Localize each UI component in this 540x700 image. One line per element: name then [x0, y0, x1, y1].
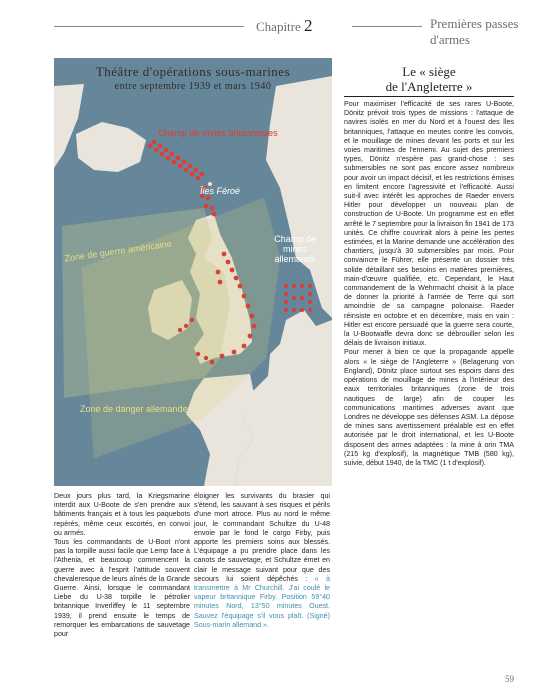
- operations-map: [54, 58, 332, 486]
- sidebar-title-line1: Le « siège: [402, 64, 456, 79]
- chapter-label: [256, 16, 313, 36]
- chapter-number: 2: [304, 16, 313, 35]
- radio-message: « à transmettre à Mr Churchill. J'ai coulé le vapeur britannique Firby. Position 59°40 minutes Nord, 13°50 minutes Ouest. Sauvez l'équipage s'il vous plaît. (Signé) Sous-marin allemand ».: [194, 574, 330, 629]
- label-iles-feroe: Îles Féroé: [200, 186, 241, 196]
- map-title-line2: entre septembre 1939 et mars 1940: [114, 81, 272, 92]
- sidebar-body: [344, 100, 514, 468]
- sidebar-paragraph-1: Pour maximiser l'efficacité de ses rares U-Boote, Dönitz prévoit trois types de missions : l'attaque de navires isolés en mer du Nord et à l'ouest des îles britanniques, l'attaque en meutes contre les convois, et le mouillage de mines devant les ports et sur les voies maritimes de l'ennemi. Au sujet des premiers types, Dönitz n'espère pas grand-chose : ses submersibles ne sont pas encore assez nombreux pour avoir un impact décisif, et les restrictions émises en limitent encore l'agressivité et l'efficacité. Aussi suit-il avec intérêt les approches de Raeder envers Hitler pour développer un nouveau plan de construction de U-Boote. Un programme est en effet arrêté le 7 septembre pour la livraison fin 1941 de 173 unités. Ce chiffre couvrirait alors à peine les pertes estimées, et la Marine demande une accélération des chantiers, jusqu'à 30 submersibles par mois. Pour convaincre le Führer, elle présente un dossier très solide détaillant ses besoins en matières premières, main-d'œuvre qualifiée, etc. Cependant, le Haut commandement de la Wehrmacht choisit à la place de donner la priorité à l'armée de Terre qui sort amoindrie de sa campagne polonaise. Raeder réinsiste en octobre et en décembre, mais en vain : Hitler est encore persuadé que la guerre sera courte, la U-Bootwaffe devra donc se débrouiller selon les délais de livraison initiaux.: [344, 100, 514, 348]
- body-paragraph-1: Deux jours plus tard, la Kriegsmarine interdit aux U-Boote de s'en prendre aux bâtiments français et à tous les paquebots repérés, même ceux escortés, en convoi ou armés.: [54, 492, 190, 537]
- body-column-2: [194, 492, 330, 630]
- body-paragraph-2: Tous les commandants de U-Boot n'ont pas la torpille aussi facile que Lemp face à l'Athenia, et beaucoup commencent la guerre avec à l'esprit l'attitude souvent chevaleresque de leurs aînés de la Grande Guerre. Ainsi, lorsque le commandant Liebe du U-38 torpille le pétrolier britannique Inverliffey le 11 septembre 1939, il prend ensuite le temps de remorquer les embarcations de sauvetage pour: [54, 538, 190, 639]
- body-column-1: [54, 492, 190, 639]
- chapter-word: Chapitre: [256, 19, 301, 34]
- body-paragraph-3: [194, 492, 330, 630]
- sidebar-paragraph-2: Pour mener à bien ce que la propagande appelle alors « le siège de l'Angleterre » (Belagerung von England), Dönitz place surtout ses espoirs dans des opérations de mouillage de mines à l'intérieur des eaux territoriales britanniques (zone de trois nautiques de large) afin de couper les communications maritimes adverses avant que Londres ne développe ses défenses ASM. La dépose de mines sans avertissement préalable est en effet autorisée par le droit international, et les U-Boote disposent des armes adaptées : la mine à orin TMA (215 kg d'explosif), la magnétique TMB (580 kg), suivie, début 1940, de la TMC (1 t d'explosif).: [344, 348, 514, 467]
- label-zone-danger-allemande: Zone de danger allemande: [80, 404, 188, 414]
- sidebar-title-line2: de l'Angleterre »: [385, 79, 473, 94]
- running-header: [54, 14, 520, 47]
- sidebar-rule: [344, 96, 514, 97]
- map-title-line1: Théâtre d'opérations sous-marines: [95, 64, 291, 79]
- page-number: 59: [505, 674, 514, 684]
- header-rule-left: [54, 26, 244, 27]
- body-paragraph-3-text: éloigner les survivants du brasier qui s'étend, les sauvant à ses risques et périls d'une mort atroce. Plus au nord le même jour, le commandant Schultze du U-48 envoie par le fond le cargo Firby, puis apporte les premiers soins aux blessés. L'équipage a pu prendre place dans les canots de sauvetage, et Schultze émet en clair le message suivant pour que des secours lui soient dépêchés :: [194, 492, 330, 583]
- section-title: Premières passes d'armes: [430, 16, 519, 47]
- sidebar-title: [344, 64, 514, 94]
- map-graphic: [54, 58, 332, 486]
- label-champ-mines-britanniques: Champ de mines britanniques: [158, 128, 278, 138]
- label-champ-mines-allemands: Champ de mines allemands: [274, 234, 316, 264]
- map-title: [54, 64, 332, 92]
- header-rule-middle: [352, 26, 422, 27]
- label-zone-guerre-americaine: Zone de guerre américaine: [63, 238, 173, 264]
